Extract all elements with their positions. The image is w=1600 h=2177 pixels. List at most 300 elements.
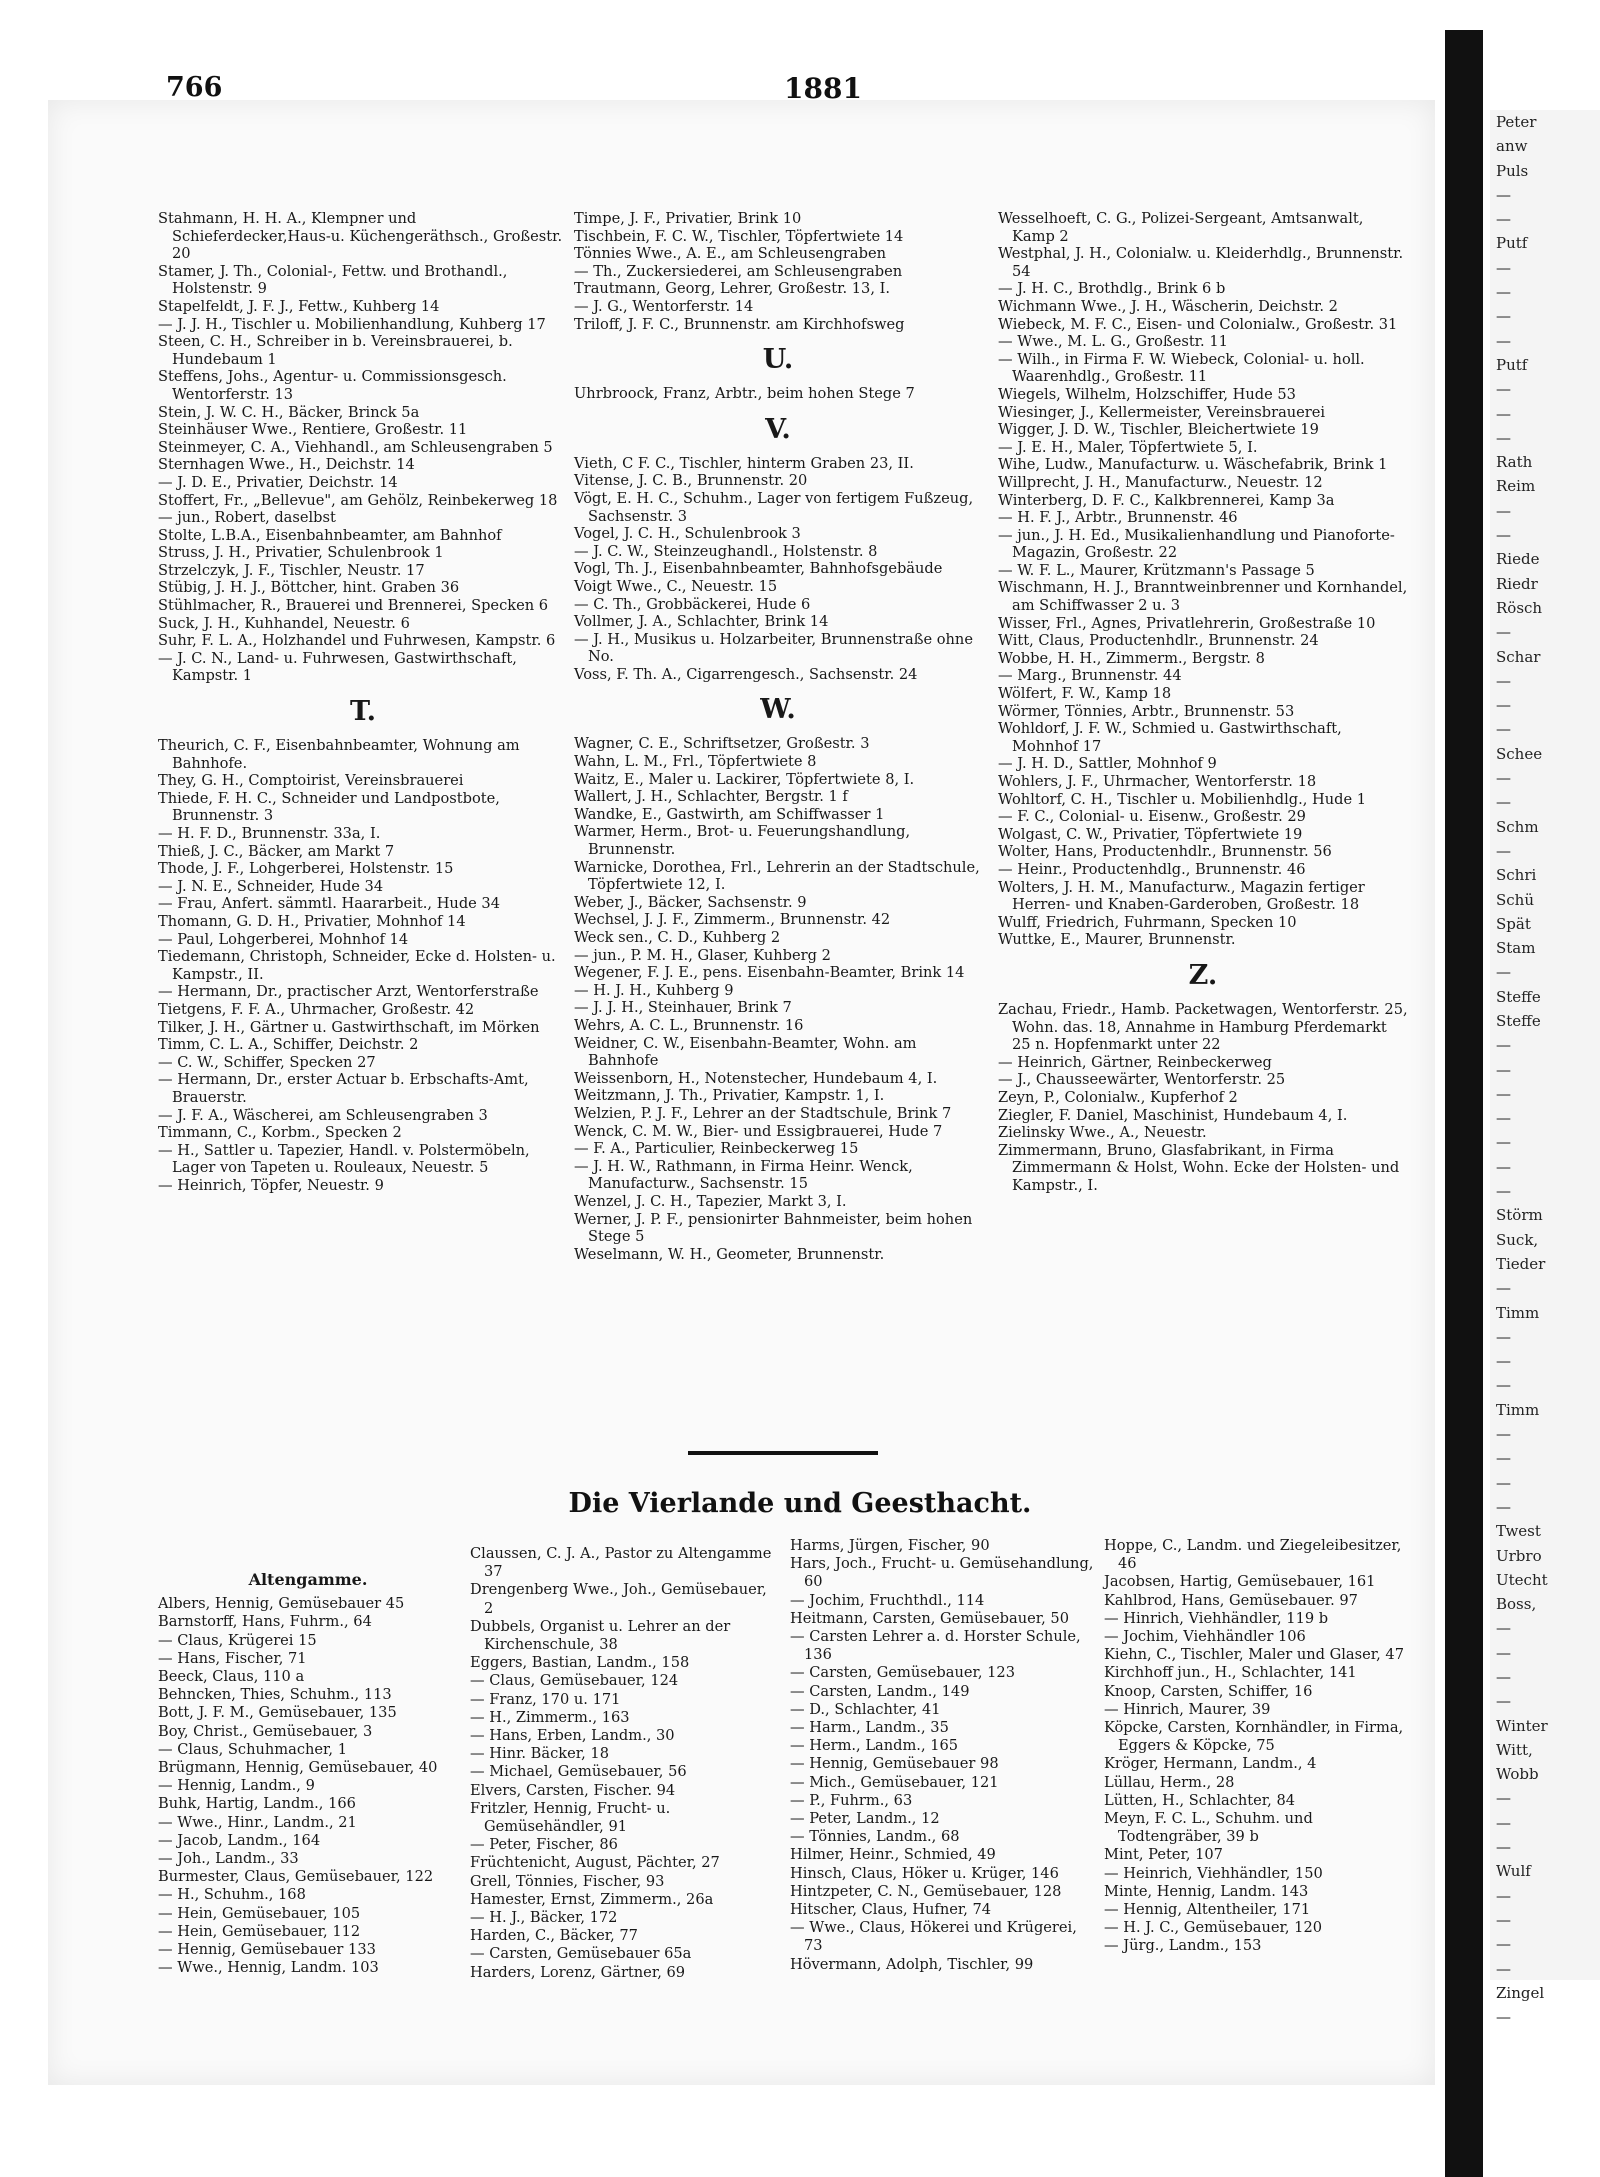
directory-entry: — J. G., Wentorferstr. 14 bbox=[574, 297, 754, 315]
directory-column-1 bbox=[158, 210, 568, 1194]
next-page-fragment: — bbox=[1496, 1473, 1511, 1492]
next-page-fragment: Wobb bbox=[1496, 1765, 1539, 1784]
next-page-fragment: Schee bbox=[1496, 744, 1543, 763]
book-gutter bbox=[1445, 30, 1483, 2177]
directory-entry: — H. F. D., Brunnenstr. 33a, I. bbox=[158, 825, 381, 842]
next-page-fragment: — bbox=[1496, 1497, 1511, 1516]
directory-entry: Lütten, H., Schlachter, 84 bbox=[1104, 1791, 1296, 1809]
directory-entry: Meyn, F. C. L., Schuhm. und Todtengräber, 39 b bbox=[1104, 1810, 1313, 1846]
directory-entry: Westphal, J. H., Colonialw. u. Kleiderhdlg., Brunnenstr. 54 bbox=[998, 245, 1404, 280]
directory-entry: Zeyn, P., Colonialw., Kupferhof 2 bbox=[998, 1088, 1238, 1106]
directory-entry: Behncken, Thies, Schuhm., 113 bbox=[158, 1686, 392, 1704]
next-page-fragment: — bbox=[1496, 1133, 1511, 1152]
directory-entry: Elvers, Carsten, Fischer. 94 bbox=[470, 1781, 676, 1799]
directory-entry: Voigt Wwe., C., Neuestr. 15 bbox=[574, 577, 778, 595]
next-page-fragment: Urbro bbox=[1496, 1546, 1542, 1565]
directory-entry: Stübig, J. H. J., Böttcher, hint. Graben 36 bbox=[158, 579, 460, 597]
next-page-fragment: — bbox=[1496, 963, 1511, 982]
directory-entry: Willprecht, J. H., Manufacturw., Neuestr. 12 bbox=[998, 473, 1323, 491]
directory-entry: — J. F. A., Wäscherei, am Schleusengraben 3 bbox=[158, 1106, 488, 1124]
next-page-fragment: Suck, bbox=[1496, 1230, 1539, 1249]
directory-entry: Knoop, Carsten, Schiffer, 16 bbox=[1104, 1682, 1313, 1700]
directory-entry: Stamer, J. Th., Colonial-, Fettw. und Brothandl., Holstenstr. 9 bbox=[158, 262, 508, 298]
directory-entry: Trautmann, Georg, Lehrer, Großestr. 13, I. bbox=[574, 280, 891, 298]
next-page-fragment: — bbox=[1496, 210, 1511, 229]
directory-entry: Wigger, J. D. W., Tischler, Bleichertwiete 19 bbox=[998, 421, 1319, 439]
directory-entry: Wahn, L. M., Frl., Töpfertwiete 8 bbox=[574, 753, 817, 771]
next-page-fragment: — bbox=[1496, 1084, 1511, 1103]
directory-entry: Vollmer, J. A., Schlachter, Brink 14 bbox=[574, 613, 829, 631]
next-page-fragment: Boss, bbox=[1496, 1595, 1537, 1614]
page-header bbox=[110, 72, 1410, 112]
next-page-fragment: Witt, bbox=[1496, 1740, 1533, 1759]
next-page-fragment: Peter bbox=[1496, 113, 1537, 131]
next-page-fragment: — bbox=[1496, 841, 1511, 860]
next-page-fragment: — bbox=[1496, 1935, 1511, 1954]
directory-entry: Früchtenicht, August, Pächter, 27 bbox=[470, 1854, 720, 1872]
directory-entry: — H. J., Bäcker, 172 bbox=[470, 1909, 618, 1927]
next-page-fragment: — bbox=[1496, 1668, 1511, 1686]
letter-heading: Z. bbox=[1188, 959, 1218, 991]
directory-entry: — Carsten Lehrer a. d. Horster Schule, 136 bbox=[790, 1628, 1081, 1664]
next-page-fragment: — bbox=[1496, 1279, 1511, 1298]
directory-entry: Wiegels, Wilhelm, Holzschiffer, Hude 53 bbox=[998, 385, 1296, 403]
directory-entry: They, G. H., Comptoirist, Vereinsbrauerei bbox=[158, 772, 464, 790]
next-page-fragment: — bbox=[1496, 1886, 1511, 1905]
next-page-fragment: — bbox=[1496, 258, 1511, 277]
directory-entry: Stoffert, Fr., „Bellevue", am Gehölz, Reinbekerweg 18 bbox=[158, 491, 558, 509]
directory-entry: Stapelfeldt, J. F. J., Fettw., Kuhberg 14 bbox=[158, 297, 440, 315]
directory-entry: Barnstorff, Hans, Fuhrm., 64 bbox=[158, 1613, 372, 1631]
next-page-fragment: — bbox=[1496, 769, 1511, 788]
next-page-fragment: anw bbox=[1496, 137, 1528, 156]
next-page-fragment: Timm bbox=[1496, 1400, 1540, 1419]
next-page-fragment: — bbox=[1496, 793, 1511, 812]
next-page-fragment: Riede bbox=[1496, 550, 1540, 569]
directory-entry: Wagner, C. E., Schriftsetzer, Großestr. 3 bbox=[574, 735, 870, 753]
directory-entry: Vogl, Th. J., Eisenbahnbeamter, Bahnhofsgebäude bbox=[574, 560, 943, 578]
directory-entry: — Hennig, Altentheiler, 171 bbox=[1104, 1901, 1311, 1919]
directory-entry: Hitscher, Claus, Hufner, 74 bbox=[790, 1901, 992, 1919]
directory-entry: Wallert, J. H., Schlachter, Bergstr. 1 f bbox=[574, 788, 848, 806]
next-page-fragment: — bbox=[1496, 1692, 1511, 1711]
directory-entry: Stühlmacher, R., Brauerei und Brennerei, Specken 6 bbox=[158, 597, 549, 615]
directory-entry: Weidner, C. W., Eisenbahn-Beamter, Wohn. am Bahnhofe bbox=[574, 1034, 917, 1070]
next-page-fragment: — bbox=[1496, 380, 1511, 399]
directory-entry: Thiede, F. H. C., Schneider und Landpostbote, Brunnenstr. 3 bbox=[158, 789, 500, 825]
directory-entry: Hamester, Ernst, Zimmerm., 26a bbox=[470, 1890, 714, 1908]
directory-entry: — Peter, Fischer, 86 bbox=[470, 1836, 618, 1854]
directory-entry: Claussen, C. J. A., Pastor zu Altengamme 37 bbox=[470, 1545, 772, 1581]
directory-entry: — J. C. N., Land- u. Fuhrwesen, Gastwirthschaft, Kampstr. 1 bbox=[158, 649, 517, 685]
next-page-fragment: — bbox=[1496, 1109, 1511, 1128]
directory-entry: Uhrbroock, Franz, Arbtr., beim hohen Stege 7 bbox=[574, 385, 915, 403]
directory-entry: Köpcke, Carsten, Kornhändler, in Firma, Eggers & Köpcke, 75 bbox=[1104, 1719, 1404, 1755]
next-page-fragment: Steffe bbox=[1496, 1011, 1541, 1030]
next-page-fragment: Putf bbox=[1496, 355, 1528, 374]
directory-entry: Stein, J. W. C. H., Bäcker, Brinck 5a bbox=[158, 403, 420, 421]
directory-entry: Boy, Christ., Gemüsebauer, 3 bbox=[158, 1722, 373, 1740]
directory-entry: Wichmann Wwe., J. H., Wäscherin, Deichstr. 2 bbox=[998, 297, 1338, 315]
directory-entry: — Claus, Krügerei 15 bbox=[158, 1631, 317, 1649]
directory-entry: Ziegler, F. Daniel, Maschinist, Hundebaum 4, I. bbox=[998, 1106, 1348, 1124]
directory-entry: Weck sen., C. D., Kuhberg 2 bbox=[574, 929, 781, 946]
directory-entry: Weber, J., Bäcker, Sachsenstr. 9 bbox=[574, 893, 807, 911]
directory-entry: Triloff, J. F. C., Brunnenstr. am Kirchhofsweg bbox=[574, 315, 905, 333]
next-page-fragment: Schm bbox=[1496, 817, 1539, 836]
directory-entry: Wenzel, J. C. H., Tapezier, Markt 3, I. bbox=[574, 1192, 847, 1210]
directory-entry: — Heinrich, Töpfer, Neuestr. 9 bbox=[158, 1176, 384, 1194]
directory-entry: — Marg., Brunnenstr. 44 bbox=[998, 667, 1182, 685]
directory-entry: Wiebeck, M. F. C., Eisen- und Colonialw., Großestr. 31 bbox=[998, 315, 1398, 333]
directory-entry: Hövermann, Adolph, Tischler, 99 bbox=[790, 1955, 1034, 1973]
directory-entry: — Peter, Landm., 12 bbox=[790, 1810, 940, 1828]
next-page-fragment: — bbox=[1496, 1327, 1511, 1346]
directory-entry: Winterberg, D. F. C., Kalkbrennerei, Kamp 3a bbox=[998, 491, 1335, 509]
directory-entry: — W. F. L., Maurer, Krützmann's Passage 5 bbox=[998, 561, 1315, 579]
directory-entry: Heitmann, Carsten, Gemüsebauer, 50 bbox=[790, 1609, 1069, 1627]
directory-entry: Burmester, Claus, Gemüsebauer, 122 bbox=[158, 1868, 434, 1886]
directory-entry: Beeck, Claus, 110 a bbox=[158, 1668, 305, 1686]
next-page-fragment: Steffe bbox=[1496, 987, 1541, 1006]
directory-entry: Wischmann, H. J., Branntweinbrenner und Kornhandel, am Schiffwasser 2 u. 3 bbox=[998, 579, 1408, 615]
directory-entry: — Th., Zuckersiederei, am Schleusengraben bbox=[574, 262, 903, 280]
directory-entry: Harden, C., Bäcker, 77 bbox=[470, 1927, 638, 1945]
directory-entry: Albers, Hennig, Gemüsebauer 45 bbox=[158, 1595, 405, 1613]
directory-entry: — Frau, Anfert. sämmtl. Haararbeit., Hude 34 bbox=[158, 895, 501, 913]
directory-entry: — H. J. H., Kuhberg 9 bbox=[574, 981, 734, 999]
section-column-4 bbox=[1104, 1537, 1414, 1956]
directory-entry: — J. H. C., Brothdlg., Brink 6 b bbox=[998, 280, 1226, 298]
directory-entry: — Tönnies, Landm., 68 bbox=[790, 1828, 960, 1846]
directory-entry: Hinsch, Claus, Höker u. Krüger, 146 bbox=[790, 1864, 1059, 1882]
next-page-fragment: — bbox=[1496, 1157, 1511, 1176]
next-page-fragment: Tieder bbox=[1496, 1254, 1546, 1273]
directory-entry: Welzien, P. J. F., Lehrer an der Stadtschule, Brink 7 bbox=[574, 1104, 952, 1122]
directory-entry: Wiesinger, J., Kellermeister, Vereinsbrauerei bbox=[998, 403, 1326, 421]
next-page-fragment: — bbox=[1496, 1376, 1511, 1395]
directory-entry: — Hans, Erben, Landm., 30 bbox=[470, 1727, 675, 1745]
directory-entry: — Hennig, Gemüsebauer 98 bbox=[790, 1755, 999, 1773]
directory-entry: Vieth, C F. C., Tischler, hinterm Graben 23, II. bbox=[574, 454, 914, 472]
directory-entry: Thieß, J. C., Bäcker, am Markt 7 bbox=[158, 842, 395, 860]
directory-entry: — Heinrich, Viehhändler, 150 bbox=[1104, 1864, 1323, 1882]
directory-entry: — J. D. E., Privatier, Deichstr. 14 bbox=[158, 473, 398, 491]
next-page-fragment: — bbox=[1496, 720, 1511, 739]
directory-entry: Wechsel, J. J. F., Zimmerm., Brunnenstr. 42 bbox=[574, 911, 891, 929]
next-page-fragment: — bbox=[1496, 2008, 1511, 2027]
section-column-2 bbox=[470, 1545, 775, 1982]
directory-entry: Wohlers, J. F., Uhrmacher, Wentorferstr. 18 bbox=[998, 773, 1317, 790]
next-page-fragment: — bbox=[1496, 1838, 1511, 1857]
directory-entry: Bott, J. F. M., Gemüsebauer, 135 bbox=[158, 1704, 397, 1722]
letter-heading: U. bbox=[762, 344, 794, 376]
directory-entry: Wegener, F. J. E., pens. Eisenbahn-Beamter, Brink 14 bbox=[574, 964, 965, 982]
next-page-fragment: — bbox=[1496, 283, 1511, 302]
directory-entry: — Heinr., Productenhdlg., Brunnenstr. 46 bbox=[998, 860, 1306, 878]
directory-entry: — J. H. D., Sattler, Mohnhof 9 bbox=[998, 755, 1217, 773]
next-page-fragment: Wulf bbox=[1496, 1862, 1531, 1881]
letter-heading: W. bbox=[760, 694, 796, 726]
directory-entry: Weissenborn, H., Notenstecher, Hundebaum 4, I. bbox=[574, 1069, 938, 1087]
directory-entry: — J. N. E., Schneider, Hude 34 bbox=[158, 877, 384, 895]
directory-entry: Struss, J. H., Privatier, Schulenbrook 1 bbox=[158, 544, 444, 562]
directory-entry: — J. C. W., Steinzeughandl., Holstenstr. 8 bbox=[574, 542, 878, 560]
next-page-fragment: — bbox=[1496, 623, 1511, 642]
directory-entry: Voss, F. Th. A., Cigarrengesch., Sachsenstr. 24 bbox=[574, 665, 918, 683]
next-page-fragment: — bbox=[1496, 1182, 1511, 1201]
directory-entry: — Wilh., in Firma F. W. Wiebeck, Colonial- u. holl. Waarenhdlg., Großestr. 11 bbox=[998, 350, 1365, 386]
next-page-fragment: — bbox=[1496, 1813, 1511, 1832]
next-page-fragment: Schü bbox=[1496, 890, 1534, 909]
directory-entry: — Wwe., Hennig, Landm. 103 bbox=[158, 1959, 379, 1977]
directory-entry: — Paul, Lohgerberei, Mohnhof 14 bbox=[158, 930, 409, 948]
next-page-fragment: Twest bbox=[1496, 1522, 1541, 1541]
next-page-fragment: — bbox=[1496, 1619, 1511, 1638]
directory-entry: Wisser, Frl., Agnes, Privatlehrerin, Großestraße 10 bbox=[998, 614, 1376, 632]
letter-heading: T. bbox=[349, 696, 376, 728]
directory-entry: Weselmann, W. H., Geometer, Brunnenstr. bbox=[574, 1245, 885, 1263]
directory-entry: Hintzpeter, C. N., Gemüsebauer, 128 bbox=[790, 1882, 1062, 1900]
directory-entry: Vögt, E. H. C., Schuhm., Lager von fertigem Fußzeug, Sachsenstr. 3 bbox=[574, 489, 974, 525]
directory-entry: — Carsten, Gemüsebauer 65a bbox=[470, 1945, 692, 1963]
directory-entry: Wenck, C. M. W., Bier- und Essigbrauerei, Hude 7 bbox=[574, 1122, 943, 1140]
directory-entry: Steinhäuser Wwe., Rentiere, Großestr. 11 bbox=[158, 421, 468, 439]
directory-entry: — jun., J. H. Ed., Musikalienhandlung und Pianoforte-Magazin, Großestr. 22 bbox=[998, 526, 1395, 562]
directory-entry: Werner, J. P. F., pensionirter Bahnmeister, beim hohen Stege 5 bbox=[574, 1210, 973, 1246]
directory-entry: Stahmann, H. H. A., Klempner und Schieferdecker,Haus-u. Küchengeräthsch., Großestr. 20 bbox=[158, 210, 563, 263]
directory-entry: — jun., P. M. H., Glaser, Kuhberg 2 bbox=[574, 946, 831, 964]
directory-entry: Zimmermann, Bruno, Glasfabrikant, in Firma Zimmermann & Holst, Wohn. Ecke der Holsten- und Kampstr., I. bbox=[998, 1141, 1400, 1194]
directory-entry: — Joh., Landm., 33 bbox=[158, 1850, 299, 1868]
next-page-fragment: — bbox=[1496, 1425, 1511, 1444]
directory-entry: Wörmer, Tönnies, Arbtr., Brunnenstr. 53 bbox=[998, 702, 1295, 720]
directory-entry: — Jürg., Landm., 153 bbox=[1104, 1937, 1262, 1955]
directory-entry: Timmann, C., Korbm., Specken 2 bbox=[158, 1124, 402, 1142]
directory-entry: Buhk, Hartig, Landm., 166 bbox=[158, 1795, 356, 1813]
directory-entry: Wesselhoeft, C. G., Polizei-Sergeant, Amtsanwalt, Kamp 2 bbox=[998, 210, 1364, 245]
directory-entry: — H. J. C., Gemüsebauer, 120 bbox=[1104, 1919, 1323, 1937]
next-page-fragment: Stam bbox=[1496, 939, 1536, 958]
directory-entry: — Jochim, Viehhändler 106 bbox=[1104, 1628, 1306, 1646]
directory-entry: Zielinsky Wwe., A., Neuestr. bbox=[998, 1124, 1207, 1142]
next-page-fragment: — bbox=[1496, 1643, 1511, 1662]
next-page-fragment: — bbox=[1496, 526, 1511, 545]
directory-entry: Wolter, Hans, Productenhdlr., Brunnenstr. 56 bbox=[998, 843, 1332, 861]
directory-entry: Suck, J. H., Kuhhandel, Neuestr. 6 bbox=[158, 614, 410, 632]
directory-entry: — Carsten, Landm., 149 bbox=[790, 1682, 970, 1700]
directory-entry: Wehrs, A. C. L., Brunnenstr. 16 bbox=[574, 1016, 804, 1034]
directory-entry: — Hans, Fischer, 71 bbox=[158, 1649, 307, 1667]
directory-entry: — Heinrich, Gärtner, Reinbeckerweg bbox=[998, 1053, 1272, 1071]
next-page-fragment: — bbox=[1496, 1036, 1511, 1055]
directory-entry: Wuttke, E., Maurer, Brunnenstr. bbox=[998, 931, 1236, 949]
next-page-edge bbox=[1490, 110, 1600, 2027]
directory-entry: — J. J. H., Tischler u. Mobilienhandlung, Kuhberg 17 bbox=[158, 315, 546, 333]
year-heading: 1881 bbox=[784, 72, 862, 105]
section-column-3 bbox=[790, 1537, 1095, 1974]
directory-entry: Drengenberg Wwe., Joh., Gemüsebauer, 2 bbox=[470, 1581, 767, 1617]
directory-entry: Kahlbrod, Hans, Gemüsebauer. 97 bbox=[1104, 1591, 1358, 1609]
directory-entry: Stolte, L.B.A., Eisenbahnbeamter, am Bahnhof bbox=[158, 526, 502, 544]
directory-entry: — Herm., Landm., 165 bbox=[790, 1737, 959, 1755]
next-page-fragment: Riedr bbox=[1496, 574, 1538, 593]
directory-entry: — Carsten, Gemüsebauer, 123 bbox=[790, 1664, 1015, 1682]
next-page-fragment: Reim bbox=[1496, 477, 1536, 496]
directory-entry: Suhr, F. L. A., Holzhandel und Fuhrwesen, Kampstr. 6 bbox=[158, 632, 556, 650]
directory-entry: — Wwe., Claus, Hökerei und Krügerei, 73 bbox=[790, 1919, 1077, 1955]
directory-entry: Wihe, Ludw., Manufacturw. u. Wäschefabrik, Brink 1 bbox=[998, 456, 1388, 474]
directory-entry: — Hermann, Dr., practischer Arzt, Wentorferstraße bbox=[158, 983, 539, 1001]
directory-entry: Tilker, J. H., Gärtner u. Gastwirthschaft, im Mörken bbox=[158, 1018, 540, 1036]
next-page-fragment: — bbox=[1496, 1789, 1511, 1808]
directory-entry: Hilmer, Heinr., Schmied, 49 bbox=[790, 1846, 996, 1864]
next-page-fragment: — bbox=[1496, 501, 1511, 520]
directory-entry: Vitense, J. C. B., Brunnenstr. 20 bbox=[574, 472, 808, 490]
directory-entry: — Wwe., Hinr., Landm., 21 bbox=[158, 1813, 357, 1831]
directory-entry: Wulff, Friedrich, Fuhrmann, Specken 10 bbox=[998, 913, 1297, 931]
directory-entry: Sternhagen Wwe., H., Deichstr. 14 bbox=[158, 456, 415, 474]
directory-entry: Brügmann, Hennig, Gemüsebauer, 40 bbox=[158, 1759, 438, 1777]
directory-entry: — P., Fuhrm., 63 bbox=[790, 1791, 913, 1809]
directory-entry: Kröger, Hermann, Landm., 4 bbox=[1104, 1755, 1317, 1773]
next-page-fragment: Winter bbox=[1496, 1716, 1548, 1735]
directory-entry: Kirchhoff jun., H., Schlachter, 141 bbox=[1104, 1664, 1357, 1682]
next-page-fragment: — bbox=[1496, 428, 1511, 447]
next-page-fragment: Rösch bbox=[1496, 598, 1543, 617]
directory-entry: — Hinrich, Maurer, 39 bbox=[1104, 1700, 1271, 1718]
directory-entry: Wohltorf, C. H., Tischler u. Mobilienhdlg., Hude 1 bbox=[998, 790, 1367, 808]
directory-entry: Timm, C. L. A., Schiffer, Deichstr. 2 bbox=[158, 1036, 419, 1054]
directory-entry: Warnicke, Dorothea, Frl., Lehrerin an der Stadtschule, Töpfertwiete 12, I. bbox=[574, 858, 980, 894]
directory-entry: Vogel, J. C. H., Schulenbrook 3 bbox=[574, 525, 801, 543]
directory-entry: — C. W., Schiffer, Specken 27 bbox=[158, 1053, 376, 1071]
directory-entry: — Jochim, Fruchthdl., 114 bbox=[790, 1591, 985, 1609]
directory-entry: — J. H. W., Rathmann, in Firma Heinr. Wenck, Manufacturw., Sachsenstr. 15 bbox=[574, 1157, 913, 1193]
directory-entry: Wandke, E., Gastwirth, am Schiffwasser 1 bbox=[574, 805, 885, 823]
next-page-fragment: Timm bbox=[1496, 1303, 1540, 1322]
next-page-fragment: — bbox=[1496, 1449, 1511, 1468]
directory-entry: Harms, Jürgen, Fischer, 90 bbox=[790, 1537, 990, 1554]
next-page-fragment: — bbox=[1496, 671, 1511, 690]
directory-entry: — J., Chausseewärter, Wentorferstr. 25 bbox=[998, 1071, 1286, 1089]
page-number: 766 bbox=[166, 72, 223, 103]
directory-entry: Minte, Hennig, Landm. 143 bbox=[1104, 1882, 1309, 1900]
directory-entry: Lüllau, Herm., 28 bbox=[1104, 1773, 1235, 1791]
directory-entry: Eggers, Bastian, Landm., 158 bbox=[470, 1654, 690, 1672]
directory-entry: Wolgast, C. W., Privatier, Töpfertwiete 19 bbox=[998, 825, 1303, 843]
directory-entry: Thode, J. F., Lohgerberei, Holstenstr. 15 bbox=[158, 860, 454, 878]
directory-entry: Mint, Peter, 107 bbox=[1104, 1846, 1223, 1864]
directory-entry: Steen, C. H., Schreiber in b. Vereinsbrauerei, b. Hundebaum 1 bbox=[158, 333, 513, 368]
directory-entry: Tietgens, F. F. A., Uhrmacher, Großestr. 42 bbox=[158, 1000, 475, 1018]
directory-entry: Wohldorf, J. F. W., Schmied u. Gastwirthschaft, Mohnhof 17 bbox=[998, 720, 1342, 755]
directory-entry: — D., Schlachter, 41 bbox=[790, 1700, 941, 1718]
directory-entry: — Claus, Gemüsebauer, 124 bbox=[470, 1672, 679, 1690]
section-column-1 bbox=[158, 1545, 458, 1977]
next-page-fragment: — bbox=[1496, 185, 1511, 204]
directory-entry: — H., Schuhm., 168 bbox=[158, 1886, 306, 1904]
directory-entry: Tönnies Wwe., A. E., am Schleusengraben bbox=[574, 245, 886, 263]
directory-entry: — Hinrich, Viehhändler, 119 b bbox=[1104, 1609, 1329, 1627]
directory-entry: — J. H., Musikus u. Holzarbeiter, Brunnenstraße ohne No. bbox=[574, 630, 973, 666]
subsection-heading: Altengamme. bbox=[248, 1570, 368, 1589]
letter-heading: V. bbox=[765, 413, 791, 445]
next-page-fragment: Zingel bbox=[1496, 1983, 1545, 2002]
next-page-fragment: — bbox=[1496, 404, 1511, 423]
directory-entry: Kiehn, C., Tischler, Maler und Glaser, 47 bbox=[1104, 1646, 1404, 1664]
directory-entry: Hoppe, C., Landm. und Ziegeleibesitzer, 46 bbox=[1104, 1537, 1402, 1573]
directory-entry: Zachau, Friedr., Hamb. Packetwagen, Wentorferstr. 25, Wohn. das. 18, Annahme in Hamburg Pferdemarkt 25 n. Hopfenmarkt unter 22 bbox=[998, 1000, 1408, 1054]
directory-entry: Hars, Joch., Frucht- u. Gemüsehandlung, 60 bbox=[790, 1555, 1094, 1591]
directory-column-2 bbox=[574, 210, 982, 1263]
directory-entry: — Hinr. Bäcker, 18 bbox=[470, 1745, 609, 1763]
directory-entry: Timpe, J. F., Privatier, Brink 10 bbox=[574, 210, 802, 227]
next-page-fragment: — bbox=[1496, 696, 1511, 715]
directory-entry: — H., Zimmerm., 163 bbox=[470, 1708, 630, 1726]
directory-entry: Steinmeyer, C. A., Viehhandl., am Schleusengraben 5 bbox=[158, 438, 553, 456]
next-page-fragment: — bbox=[1496, 1910, 1511, 1929]
directory-entry: Theurich, C. F., Eisenbahnbeamter, Wohnung am Bahnhofe. bbox=[158, 737, 520, 772]
directory-entry: — F. C., Colonial- u. Eisenw., Großestr. 29 bbox=[998, 808, 1306, 826]
directory-entry: Harders, Lorenz, Gärtner, 69 bbox=[470, 1963, 686, 1981]
next-page-fragment: Störm bbox=[1496, 1206, 1543, 1225]
directory-entry: — Michael, Gemüsebauer, 56 bbox=[470, 1763, 687, 1781]
section-title: Die Vierlande und Geesthacht. bbox=[568, 1488, 1032, 1519]
directory-entry: Wobbe, H. H., Zimmerm., Bergstr. 8 bbox=[998, 649, 1265, 667]
directory-entry: Witt, Claus, Productenhdlr., Brunnenstr. 24 bbox=[998, 632, 1319, 650]
directory-entry: — Wwe., M. L. G., Großestr. 11 bbox=[998, 333, 1228, 351]
directory-entry: — Hermann, Dr., erster Actuar b. Erbschafts-Amt, Brauerstr. bbox=[158, 1071, 529, 1106]
next-page-fragment: — bbox=[1496, 331, 1511, 350]
next-page-fragment: Utecht bbox=[1496, 1570, 1548, 1589]
directory-entry: Grell, Tönnies, Fischer, 93 bbox=[470, 1872, 665, 1890]
directory-entry: Waitz, E., Maler u. Lackirer, Töpfertwiete 8, I. bbox=[574, 770, 915, 788]
directory-entry: — Franz, 170 u. 171 bbox=[470, 1690, 621, 1708]
next-page-fragment: — bbox=[1496, 1352, 1511, 1371]
directory-entry: Thomann, G. D. H., Privatier, Mohnhof 14 bbox=[158, 912, 466, 930]
directory-entry: — F. A., Particulier, Reinbeckerweg 15 bbox=[574, 1140, 859, 1158]
directory-entry: — J. J. H., Steinhauer, Brink 7 bbox=[574, 999, 792, 1017]
directory-entry: Wolters, J. H. M., Manufacturw., Magazin fertiger Herren- und Knaben-Garderoben, Großestr. 18 bbox=[998, 878, 1365, 914]
next-page-fragment: — bbox=[1496, 307, 1511, 326]
directory-entry: Steffens, Johs., Agentur- u. Commissionsgesch. Wentorferstr. 13 bbox=[158, 368, 507, 403]
directory-entry: — H. F. J., Arbtr., Brunnenstr. 46 bbox=[998, 509, 1238, 527]
directory-entry: Weitzmann, J. Th., Privatier, Kampstr. 1, I. bbox=[574, 1087, 885, 1105]
directory-entry: Tischbein, F. C. W., Tischler, Töpfertwiete 14 bbox=[574, 227, 904, 245]
directory-entry: — Hennig, Landm., 9 bbox=[158, 1777, 315, 1795]
directory-entry: — Claus, Schuhmacher, 1 bbox=[158, 1740, 347, 1758]
directory-entry: — Hein, Gemüsebauer, 105 bbox=[158, 1904, 361, 1922]
directory-entry: Wölfert, F. W., Kamp 18 bbox=[998, 685, 1172, 703]
next-page-fragment: Spät bbox=[1496, 914, 1531, 933]
directory-entry: — Harm., Landm., 35 bbox=[790, 1719, 949, 1737]
next-page-fragment: Putf bbox=[1496, 234, 1528, 253]
next-page-fragment: Schar bbox=[1496, 647, 1541, 666]
directory-entry: — C. Th., Grobbäckerei, Hude 6 bbox=[574, 595, 811, 613]
directory-entry: — Hennig, Gemüsebauer 133 bbox=[158, 1941, 376, 1959]
directory-column-3 bbox=[998, 210, 1408, 1194]
directory-entry: Fritzler, Hennig, Frucht- u. Gemüsehändler, 91 bbox=[470, 1799, 671, 1836]
directory-entry: — J. E. H., Maler, Töpfertwiete 5, I. bbox=[998, 438, 1258, 456]
directory-entry: Warmer, Herm., Brot- u. Feuerungshandlung, Brunnenstr. bbox=[574, 823, 911, 859]
next-page-fragment: — bbox=[1496, 1959, 1511, 1978]
next-page-fragment: Puls bbox=[1496, 161, 1529, 180]
directory-entry: — Jacob, Landm., 164 bbox=[158, 1831, 321, 1849]
next-page-fragment: Rath bbox=[1496, 453, 1533, 472]
directory-entry: — Mich., Gemüsebauer, 121 bbox=[790, 1773, 999, 1791]
directory-entry: — H., Sattler u. Tapezier, Handl. v. Polstermöbeln, Lager von Tapeten u. Rouleaux, Neuestr. 5 bbox=[158, 1141, 530, 1177]
